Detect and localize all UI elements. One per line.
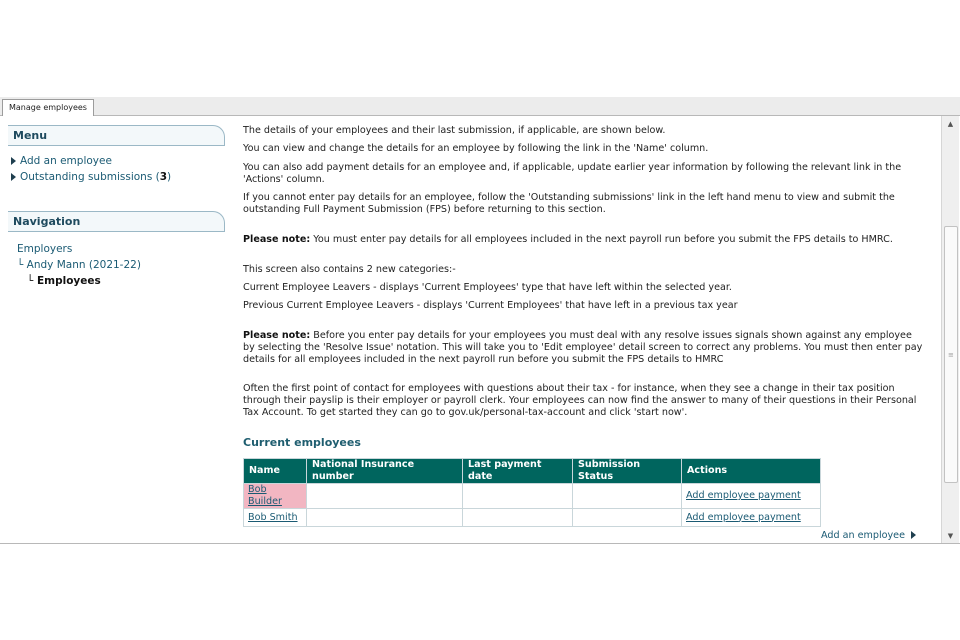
note-1 — [243, 234, 923, 246]
vertical-scrollbar[interactable] — [941, 116, 959, 544]
sidebar — [0, 116, 230, 544]
triangle-right-icon — [11, 173, 16, 181]
note-label: Please note: — [243, 330, 311, 341]
triangle-right-icon — [11, 157, 16, 165]
outstanding-text: If you cannot enter pay details for an employee, follow the 'Outstanding submissions' link in the left hand menu to view and submit the outstanding Full Payment Submission (FPS) before returning to this section. — [243, 192, 895, 215]
navigation-panel — [8, 211, 225, 289]
window-bottom-border — [0, 543, 960, 544]
navigation-title: Navigation — [8, 211, 225, 231]
add-employee-payment-link[interactable]: Add employee payment — [686, 511, 801, 523]
tree-branch-icon: └ — [17, 259, 24, 271]
menu-item-add-employee[interactable] — [11, 153, 225, 169]
add-employee-link-label: Add an employee — [821, 530, 905, 541]
add-employee-payment-link[interactable]: Add employee payment — [686, 490, 801, 501]
scroll-up-icon[interactable]: ▲ — [947, 120, 954, 128]
employees-table — [243, 458, 821, 527]
manage-employees-window — [0, 97, 960, 544]
personal-tax-text: Often the first point of contact for employees with questions about their tax - for instance, when they see a change in their tax position through their payslip is their employer or payroll clerk. Your employees can now find the answer to many of their questions in their Personal Tax Account. To get started they can go to gov.uk/personal-tax-account and click 'start now'. — [243, 383, 917, 418]
menu-item-label: Add an employee — [20, 155, 112, 167]
triangle-right-icon — [911, 531, 916, 539]
leavers-text: Current Employee Leavers - displays 'Current Employees' type that have left within the selected year. — [243, 282, 732, 293]
cell-actions — [682, 509, 821, 527]
scroll-down-icon[interactable]: ▼ — [947, 532, 954, 540]
cell-last-payment — [463, 509, 573, 527]
tab-strip — [0, 97, 960, 116]
cell-status — [573, 484, 682, 509]
tab-manage-employees[interactable]: Manage employees — [2, 99, 94, 116]
employee-name-link[interactable]: Bob Builder — [248, 484, 282, 507]
menu-item-label-suffix: ) — [167, 171, 172, 183]
menu-panel — [8, 125, 225, 185]
section-title-current-employees: Current employees — [243, 436, 361, 449]
column-header-last-payment[interactable]: Last payment date — [463, 459, 573, 484]
intro-text: The details of your employees and their last submission, if applicable, are shown below. — [243, 125, 666, 136]
table-row — [244, 484, 821, 509]
scrollbar-thumb[interactable] — [944, 226, 958, 483]
column-header-actions: Actions — [682, 459, 821, 484]
previous-leavers-text: Previous Current Employee Leavers - displays 'Current Employees' that have left in a previous tax year — [243, 300, 738, 311]
menu-title: Menu — [8, 125, 225, 145]
add-employee-link[interactable] — [821, 530, 920, 542]
cell-name — [244, 484, 307, 509]
note-label: Please note: — [243, 234, 311, 245]
cell-ni — [307, 509, 463, 527]
cell-name — [244, 509, 307, 527]
nav-item-label: Employees — [36, 275, 101, 287]
cell-actions — [682, 484, 821, 509]
employee-name-link[interactable]: Bob Smith — [248, 511, 298, 523]
table-row — [244, 509, 821, 527]
note-2 — [243, 330, 923, 366]
menu-item-outstanding-submissions[interactable] — [11, 169, 225, 185]
nav-item-employers[interactable]: Employers — [17, 243, 73, 255]
view-details-text: You can view and change the details for an employee by following the link in the 'Name' column. — [243, 143, 709, 154]
nav-item-employees — [17, 273, 225, 289]
column-header-name[interactable]: Name — [244, 459, 307, 484]
cell-status — [573, 509, 682, 527]
nav-item-employer-year[interactable] — [17, 257, 225, 273]
categories-text: This screen also contains 2 new categories:- — [243, 264, 456, 275]
menu-item-label: Outstanding submissions ( — [20, 171, 160, 183]
outstanding-count: 3 — [159, 171, 168, 183]
grip-icon: ≡ — [948, 351, 954, 359]
column-header-ni[interactable]: National Insurance number — [307, 459, 463, 484]
column-header-submission-status[interactable]: Submission Status — [573, 459, 682, 484]
note-text: You must enter pay details for all employees included in the next payroll run before you submit the FPS details to HMRC. — [310, 234, 893, 245]
cell-ni — [307, 484, 463, 509]
table-header-row — [244, 459, 821, 484]
cell-last-payment — [463, 484, 573, 509]
tree-branch-icon: └ — [27, 275, 34, 287]
note-text: Before you enter pay details for your employees you must deal with any resolve issues signals shown against any employee by selecting the 'Resolve Issue' notation. This will take you to 'Edit employee' detail screen to correct any problems. You must then enter pay details for all employees included in the next payroll run before you submit the FPS details to HMRC — [243, 330, 923, 365]
nav-item-label: Andy Mann (2021-22) — [26, 259, 141, 271]
add-payment-text: You can also add payment details for an employee and, if applicable, update earlier year information by following the relevant link in the 'Actions' column. — [243, 162, 902, 185]
